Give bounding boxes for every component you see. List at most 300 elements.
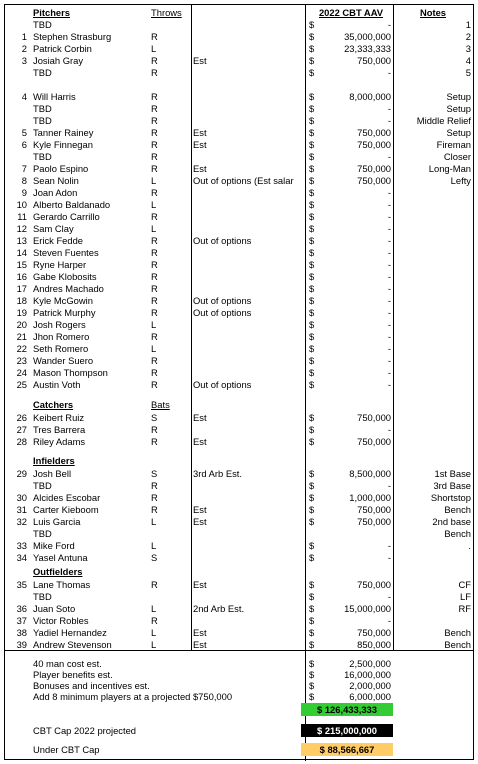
summary-label: Bonuses and incentives est. <box>33 680 150 691</box>
cell-name: Patrick Corbin <box>33 43 92 54</box>
pitchers-row <box>5 199 473 211</box>
cell-note2: 1st Base <box>434 468 471 479</box>
cell-note1: Est <box>193 516 207 527</box>
cell-throws: R <box>151 103 158 114</box>
cell-note1: Est <box>193 412 207 423</box>
infielders-row <box>5 504 473 516</box>
cell-throws: R <box>151 127 158 138</box>
cell-num: 18 <box>16 295 27 306</box>
cell-dollar: $ <box>309 331 315 342</box>
cell-dollar: $ <box>309 627 315 638</box>
cell-amount: - <box>387 271 391 282</box>
cell-note2: Fireman <box>436 139 471 150</box>
summary-dollar: $ <box>309 669 315 680</box>
under-label: Under CBT Cap <box>33 744 100 755</box>
cell-note2: LF <box>460 591 471 602</box>
cell-dollar: $ <box>309 639 315 650</box>
cell-num: 5 <box>21 127 27 138</box>
cell-dollar: $ <box>309 283 315 294</box>
cell-amount: 750,000 <box>357 516 391 527</box>
cell-num: 39 <box>16 639 27 650</box>
cell-throws: R <box>151 379 158 390</box>
cell-throws: L <box>151 223 157 234</box>
cell-amount: - <box>387 259 391 270</box>
cell-throws: R <box>151 615 158 626</box>
cell-dollar: $ <box>309 31 315 42</box>
infielders-row <box>5 528 473 540</box>
cell-throws: R <box>151 436 158 447</box>
cell-num: 10 <box>16 199 27 210</box>
cell-note2: 3rd Base <box>433 480 471 491</box>
pitchers-row <box>5 91 473 103</box>
cell-num: 14 <box>16 247 27 258</box>
pitchers-row <box>5 247 473 259</box>
cell-amount: - <box>387 355 391 366</box>
cell-amount: 750,000 <box>357 436 391 447</box>
infielders-row <box>5 480 473 492</box>
cell-note2: Bench <box>444 528 471 539</box>
catchers-row <box>5 424 473 436</box>
cell-amount: 23,333,333 <box>344 43 391 54</box>
cell-note1: Out of options <box>193 307 252 318</box>
cell-throws: R <box>151 55 158 66</box>
pitchers-row <box>5 127 473 139</box>
infielders-row <box>5 552 473 564</box>
cell-throws: R <box>151 504 158 515</box>
cell-amount: - <box>387 615 391 626</box>
cell-throws: L <box>151 343 157 354</box>
pitchers-row <box>5 151 473 163</box>
pitchers-row <box>5 55 473 67</box>
cell-name: Gerardo Carrillo <box>33 211 100 222</box>
cell-name: Josh Rogers <box>33 319 86 330</box>
cell-name: Austin Voth <box>33 379 81 390</box>
summary-row <box>5 691 473 703</box>
cell-dollar: $ <box>309 424 315 435</box>
cell-amount: - <box>387 331 391 342</box>
pitchers-row <box>5 175 473 187</box>
cell-name: TBD <box>33 103 52 114</box>
cell-dollar: $ <box>309 211 315 222</box>
cell-dollar: $ <box>309 579 315 590</box>
pitchers-row <box>5 259 473 271</box>
infielders-row <box>5 492 473 504</box>
cell-throws: R <box>151 187 158 198</box>
cell-note2: CF <box>458 579 471 590</box>
cell-throws: R <box>151 91 158 102</box>
cell-name: Ryne Harper <box>33 259 87 270</box>
cell-amount: - <box>387 343 391 354</box>
cell-dollar: $ <box>309 247 315 258</box>
cell-dollar: $ <box>309 343 315 354</box>
cell-name: Victor Robles <box>33 615 89 626</box>
cell-note1: Est <box>193 436 207 447</box>
summary-label: Add 8 minimum players at a projected $750,000 <box>33 691 233 702</box>
cell-note2: 4 <box>465 55 471 66</box>
cell-dollar: $ <box>309 355 315 366</box>
cell-note2: Bench <box>444 639 471 650</box>
cell-amount: 750,000 <box>357 55 391 66</box>
pitchers-row <box>5 355 473 367</box>
pitchers-row <box>5 331 473 343</box>
cell-amount: - <box>387 379 391 390</box>
cell-amount: - <box>387 211 391 222</box>
cell-name: Alberto Baldanado <box>33 199 111 210</box>
cell-note2: Shortstop <box>430 492 471 503</box>
cell-dollar: $ <box>309 91 315 102</box>
cell-throws: R <box>151 355 158 366</box>
cell-name: Paolo Espino <box>33 163 89 174</box>
cell-amount: - <box>387 552 391 563</box>
cell-name: Gabe Klobosits <box>33 271 97 282</box>
infielders-section-header: Infielders <box>33 455 75 466</box>
outfielders-row <box>5 591 473 603</box>
cell-throws: R <box>151 424 158 435</box>
cell-amount: - <box>387 247 391 258</box>
cell-note1: Out of options <box>193 235 252 246</box>
cell-throws: S <box>151 468 158 479</box>
cell-name: TBD <box>33 19 52 30</box>
cell-name: Wander Suero <box>33 355 94 366</box>
cell-dollar: $ <box>309 127 315 138</box>
cell-name: TBD <box>33 591 52 602</box>
pitchers-row <box>5 115 473 127</box>
cell-throws: R <box>151 271 158 282</box>
cell-name: Andrew Stevenson <box>33 639 112 650</box>
cell-amount: 750,000 <box>357 627 391 638</box>
cell-dollar: $ <box>309 223 315 234</box>
cell-name: Tres Barrera <box>33 424 86 435</box>
cell-num: 26 <box>16 412 27 423</box>
cell-throws: R <box>151 579 158 590</box>
cell-note1: Est <box>193 55 207 66</box>
cell-throws: L <box>151 175 157 186</box>
pitchers-row <box>5 319 473 331</box>
cap-box: $ 215,000,000 <box>301 724 393 737</box>
cell-num: 34 <box>16 552 27 563</box>
cell-amount: - <box>387 151 391 162</box>
summary-dollar: $ <box>309 658 315 669</box>
cell-dollar: $ <box>309 175 315 186</box>
cell-num: 30 <box>16 492 27 503</box>
cell-dollar: $ <box>309 19 315 30</box>
cell-num: 33 <box>16 540 27 551</box>
cell-throws: L <box>151 603 157 614</box>
cell-dollar: $ <box>309 367 315 378</box>
total-cost-box: $ 126,433,333 <box>301 703 393 716</box>
pitchers-row <box>5 235 473 247</box>
cell-amount: - <box>387 199 391 210</box>
cell-throws: L <box>151 639 157 650</box>
pitchers-row <box>5 379 473 391</box>
cell-amount: - <box>387 367 391 378</box>
cell-num: 9 <box>21 187 27 198</box>
under-cap-box: $ 88,566,667 <box>301 743 393 756</box>
cell-amount: 1,000,000 <box>349 492 391 503</box>
cell-note2: Lefty <box>450 175 471 186</box>
cell-num: 2 <box>21 43 27 54</box>
notes-header: Notes <box>419 7 447 18</box>
cell-throws: R <box>151 67 158 78</box>
cell-throws: R <box>151 295 158 306</box>
cell-amount: - <box>387 319 391 330</box>
cell-num: 19 <box>16 307 27 318</box>
cell-dollar: $ <box>309 271 315 282</box>
cell-dollar: $ <box>309 552 315 563</box>
cell-name: Luis Garcia <box>33 516 81 527</box>
cell-note1: Out of options <box>193 379 252 390</box>
cell-note2: Long-Man <box>428 163 471 174</box>
cell-name: TBD <box>33 115 52 126</box>
cell-num: 28 <box>16 436 27 447</box>
cell-note1: Out of options <box>193 295 252 306</box>
cell-name: Erick Fedde <box>33 235 84 246</box>
cell-throws: L <box>151 627 157 638</box>
pitchers-row <box>5 307 473 319</box>
cell-amount: - <box>387 103 391 114</box>
cell-num: 7 <box>21 163 27 174</box>
cell-dollar: $ <box>309 603 315 614</box>
cell-num: 22 <box>16 343 27 354</box>
outfielders-row <box>5 639 473 651</box>
outfielders-row <box>5 627 473 639</box>
catchers-row <box>5 436 473 448</box>
pitchers-row <box>5 271 473 283</box>
catchers-row <box>5 412 473 424</box>
cell-name: Lane Thomas <box>33 579 91 590</box>
cell-name: Kyle Finnegan <box>33 139 93 150</box>
cell-throws: L <box>151 199 157 210</box>
cell-amount: 35,000,000 <box>344 31 391 42</box>
cell-amount: 750,000 <box>357 412 391 423</box>
pitchers-row <box>5 343 473 355</box>
summary-label: 40 man cost est. <box>33 658 102 669</box>
cell-amount: 8,500,000 <box>349 468 391 479</box>
pitchers-row <box>5 139 473 151</box>
cell-note1: Est <box>193 579 207 590</box>
pitchers-row <box>5 79 473 91</box>
cell-name: Sam Clay <box>33 223 74 234</box>
cell-dollar: $ <box>309 468 315 479</box>
cell-amount: - <box>387 591 391 602</box>
cell-num: 37 <box>16 615 27 626</box>
cell-dollar: $ <box>309 259 315 270</box>
cell-throws: L <box>151 43 157 54</box>
outfielders-row <box>5 603 473 615</box>
cell-dollar: $ <box>309 139 315 150</box>
pitchers-row <box>5 295 473 307</box>
cell-num: 35 <box>16 579 27 590</box>
pitchers-row <box>5 187 473 199</box>
cell-num: 8 <box>21 175 27 186</box>
cell-throws: R <box>151 211 158 222</box>
cell-amount: 8,000,000 <box>349 91 391 102</box>
cell-amount: 750,000 <box>357 175 391 186</box>
cell-note1: Est <box>193 639 207 650</box>
cell-amount: 15,000,000 <box>344 603 391 614</box>
cell-throws: R <box>151 163 158 174</box>
outfielders-row <box>5 615 473 627</box>
cell-note2: Closer <box>443 151 471 162</box>
cell-num: 15 <box>16 259 27 270</box>
cell-amount: 750,000 <box>357 127 391 138</box>
cell-name: Joan Adon <box>33 187 78 198</box>
pitchers-row <box>5 211 473 223</box>
cell-note2: 2 <box>465 31 471 42</box>
cell-throws: L <box>151 319 157 330</box>
cell-amount: - <box>387 307 391 318</box>
cell-num: 36 <box>16 603 27 614</box>
cell-note1: Est <box>193 163 207 174</box>
cell-name: Josh Bell <box>33 468 72 479</box>
cell-note2: . <box>468 540 471 551</box>
cell-dollar: $ <box>309 615 315 626</box>
cell-num: 25 <box>16 379 27 390</box>
cell-throws: R <box>151 283 158 294</box>
cell-dollar: $ <box>309 43 315 54</box>
cell-note2: RF <box>458 603 471 614</box>
cell-dollar: $ <box>309 540 315 551</box>
cell-name: Steven Fuentes <box>33 247 99 258</box>
cell-dollar: $ <box>309 504 315 515</box>
infielders-row <box>5 516 473 528</box>
cell-num: 11 <box>17 211 27 222</box>
cell-amount: 750,000 <box>357 579 391 590</box>
cell-throws: S <box>151 552 158 563</box>
cell-name: Keibert Ruiz <box>33 412 85 423</box>
cap-row <box>5 725 473 737</box>
cell-amount: - <box>387 540 391 551</box>
cell-note1: Est <box>193 627 207 638</box>
cell-num: 32 <box>16 516 27 527</box>
cell-note2: 5 <box>465 67 471 78</box>
cell-name: TBD <box>33 480 52 491</box>
cell-amount: - <box>387 67 391 78</box>
roster-sheet <box>4 4 474 760</box>
cell-note1: 2nd Arb Est. <box>193 603 245 614</box>
cell-throws: L <box>151 516 157 527</box>
pitchers-row <box>5 223 473 235</box>
pitchers-row <box>5 19 473 31</box>
cell-dollar: $ <box>309 103 315 114</box>
summary-dollar: $ <box>309 691 315 702</box>
cell-name: Kyle McGowin <box>33 295 93 306</box>
header-row <box>5 7 473 19</box>
cell-name: Carter Kieboom <box>33 504 99 515</box>
cell-name: Sean Nolin <box>33 175 79 186</box>
cell-throws: R <box>151 259 158 270</box>
cell-dollar: $ <box>309 492 315 503</box>
cell-name: Mason Thompson <box>33 367 108 378</box>
summary-dollar: $ <box>309 680 315 691</box>
cell-name: Mike Ford <box>33 540 75 551</box>
cell-dollar: $ <box>309 235 315 246</box>
cell-name: Riley Adams <box>33 436 86 447</box>
cell-name: Patrick Murphy <box>33 307 96 318</box>
cell-amount: - <box>387 19 391 30</box>
cell-note1: Est <box>193 504 207 515</box>
cell-dollar: $ <box>309 67 315 78</box>
cell-throws: S <box>151 412 158 423</box>
pitchers-row <box>5 367 473 379</box>
cell-name: Will Harris <box>33 91 76 102</box>
cell-dollar: $ <box>309 591 315 602</box>
cell-amount: - <box>387 480 391 491</box>
cell-note2: 3 <box>465 43 471 54</box>
cell-throws: R <box>151 331 158 342</box>
cap-label: CBT Cap 2022 projected <box>33 725 137 736</box>
cell-num: 31 <box>16 504 27 515</box>
cell-num: 1 <box>21 31 27 42</box>
cell-name: Josiah Gray <box>33 55 84 66</box>
cell-dollar: $ <box>309 187 315 198</box>
cell-name: Andres Machado <box>33 283 104 294</box>
cell-num: 16 <box>16 271 27 282</box>
outfielders-section-header: Outfielders <box>33 566 83 577</box>
pitchers-row <box>5 283 473 295</box>
aav-header: 2022 CBT AAV <box>318 7 384 18</box>
cell-dollar: $ <box>309 115 315 126</box>
catchers-section-header: Catchers Bats <box>33 399 170 410</box>
pitchers-row <box>5 43 473 55</box>
cell-dollar: $ <box>309 379 315 390</box>
cell-note2: 1 <box>465 19 471 30</box>
cell-num: 4 <box>21 91 27 102</box>
cell-note2: Setup <box>446 91 471 102</box>
cell-dollar: $ <box>309 516 315 527</box>
cell-amount: - <box>387 235 391 246</box>
infielders-row <box>5 468 473 480</box>
cell-num: 13 <box>16 235 27 246</box>
cell-throws: R <box>151 492 158 503</box>
cell-name: Stephen Strasburg <box>33 31 112 42</box>
cell-note2: Bench <box>444 627 471 638</box>
pitchers-row <box>5 31 473 43</box>
cell-throws: R <box>151 367 158 378</box>
cell-dollar: $ <box>309 436 315 447</box>
cell-note2: 2nd base <box>432 516 471 527</box>
cell-amount: 850,000 <box>357 639 391 650</box>
cell-amount: - <box>387 424 391 435</box>
cell-throws: R <box>151 480 158 491</box>
under-row <box>5 744 473 756</box>
cell-num: 21 <box>16 331 27 342</box>
infielders-row <box>5 540 473 552</box>
cell-throws: R <box>151 115 158 126</box>
cell-name: TBD <box>33 151 52 162</box>
cell-num: 23 <box>16 355 27 366</box>
cell-note1: Est <box>193 139 207 150</box>
cell-throws: R <box>151 151 158 162</box>
summary-amount: 2,000,000 <box>349 680 391 691</box>
cell-throws: R <box>151 307 158 318</box>
cell-num: 17 <box>16 283 27 294</box>
cell-dollar: $ <box>309 199 315 210</box>
cell-name: Seth Romero <box>33 343 89 354</box>
cell-dollar: $ <box>309 307 315 318</box>
cell-num: 24 <box>16 367 27 378</box>
summary-label: Player benefits est. <box>33 669 113 680</box>
cell-num: 3 <box>21 55 27 66</box>
cell-amount: 750,000 <box>357 163 391 174</box>
cell-name: Tanner Rainey <box>33 127 94 138</box>
pitchers-row <box>5 103 473 115</box>
cell-dollar: $ <box>309 163 315 174</box>
cell-throws: R <box>151 247 158 258</box>
outfielders-row <box>5 579 473 591</box>
cell-amount: - <box>387 187 391 198</box>
summary-amount: 2,500,000 <box>349 658 391 669</box>
